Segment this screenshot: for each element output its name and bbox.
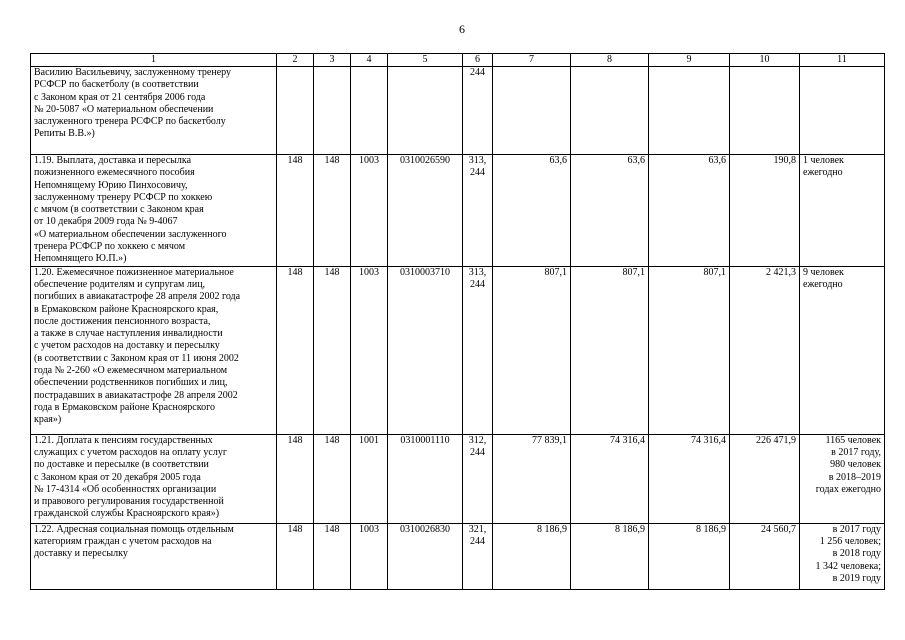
cell-col9 xyxy=(649,67,730,155)
row-description xyxy=(31,266,277,434)
desc-line: Непомнящего Ю.П.») xyxy=(34,253,127,265)
desc-line: в Ермаковском районе Красноярского края, xyxy=(34,303,219,315)
desc-line: года № 2-260 «О ежемесячном материальном xyxy=(34,365,228,377)
note-line: в 2018 году xyxy=(832,548,881,560)
cell-col6: 313, 244 xyxy=(463,155,493,267)
desc-line: после достижения пенсионного возраста, xyxy=(34,315,211,327)
cell-col5: 0310026590 xyxy=(388,155,463,267)
desc-line: РСФСР по баскетболу (в соответствии xyxy=(34,79,199,91)
table-row xyxy=(31,434,885,523)
desc-line: 1.20. Ежемесячное пожизненное материальное xyxy=(34,266,234,278)
cell-col4: 1003 xyxy=(351,523,388,589)
note-line: ежегодно xyxy=(803,278,843,290)
cell-col11 xyxy=(800,523,885,589)
note-line: 980 человек xyxy=(830,459,881,471)
cell-col4: 1001 xyxy=(351,434,388,523)
note-line: 1165 человек xyxy=(825,434,881,446)
desc-line: служащих с учетом расходов на оплату услуг xyxy=(34,446,227,458)
cell-col5: 0310026830 xyxy=(388,523,463,589)
header-cell: 8 xyxy=(571,54,649,67)
cell-col3: 148 xyxy=(314,523,351,589)
cell-col11 xyxy=(800,434,885,523)
cell-col8: 8 186,9 xyxy=(571,523,649,589)
note-line: 1 человек xyxy=(803,155,844,166)
desc-line: пострадавших в авиакатастрофе 28 апреля 2002 xyxy=(34,389,238,401)
cell-col2 xyxy=(277,67,314,155)
table-header xyxy=(31,54,885,67)
header-cell: 3 xyxy=(314,54,351,67)
cell-col7: 8 186,9 xyxy=(493,523,571,589)
cell-col3: 148 xyxy=(314,434,351,523)
cell-col4 xyxy=(351,67,388,155)
desc-line: Непомнящему Юрию Пинхосовичу, xyxy=(34,179,188,191)
cell-col9: 807,1 xyxy=(649,266,730,434)
page-number: 6 xyxy=(459,22,465,36)
desc-line: года в Ермаковском районе Красноярского xyxy=(34,401,215,413)
cell-col10: 2 421,3 xyxy=(730,266,800,434)
desc-line: 1.19. Выплата, доставка и пересылка xyxy=(34,155,192,166)
cell-col3: 148 xyxy=(314,155,351,267)
header-cell: 5 xyxy=(388,54,463,67)
header-cell: 6 xyxy=(463,54,493,67)
cell-col7: 77 839,1 xyxy=(493,434,571,523)
cell-col6: 313, 244 xyxy=(463,266,493,434)
cell-col8: 63,6 xyxy=(571,155,649,267)
desc-line: и правового регулирования государственной xyxy=(34,496,224,508)
cell-col10: 190,8 xyxy=(730,155,800,267)
cell-col6: 312, 244 xyxy=(463,434,493,523)
cell-col2: 148 xyxy=(277,155,314,267)
cell-col7: 63,6 xyxy=(493,155,571,267)
cell-col7 xyxy=(493,67,571,155)
header-cell: 10 xyxy=(730,54,800,67)
cell-col2: 148 xyxy=(277,266,314,434)
cell-col4: 1003 xyxy=(351,266,388,434)
note-line: годах ежегодно xyxy=(815,483,881,495)
cell-col10 xyxy=(730,67,800,155)
table-row xyxy=(31,67,885,155)
desc-line: Репиты В.В.») xyxy=(34,128,95,140)
desc-line: заслуженному тренеру РСФСР по хоккею xyxy=(34,191,213,203)
note-line: 1 342 человека; xyxy=(815,560,881,572)
desc-line: с Законом края от 20 декабря 2005 года xyxy=(34,471,201,483)
desc-line: с Законом края от 21 сентября 2006 года xyxy=(34,91,206,103)
note-line: в 2017 году xyxy=(832,523,881,535)
desc-line: обеспечении родственников погибших и лиц, xyxy=(34,377,228,389)
note-line: в 2018–2019 xyxy=(828,471,881,483)
desc-line: обеспечение родителям и супругам лиц, xyxy=(34,278,206,290)
row-description xyxy=(31,67,277,155)
note-line: в 2017 году, xyxy=(831,446,881,458)
desc-line: 1.22. Адресная социальная помощь отдельным xyxy=(34,523,234,535)
desc-line: Василию Васильевичу, заслуженному тренеру xyxy=(34,67,232,78)
cell-col8 xyxy=(571,67,649,155)
cell-col9: 74 316,4 xyxy=(649,434,730,523)
desc-line: по доставке и пересылке (в соответствии xyxy=(34,459,209,471)
note-line: 9 человек xyxy=(803,266,844,278)
desc-line: с мячом (в соответствии с Законом края xyxy=(34,204,204,216)
desc-line: № 20-5087 «О материальном обеспечении xyxy=(34,103,214,115)
table-row xyxy=(31,155,885,267)
cell-col3: 148 xyxy=(314,266,351,434)
desc-line: с учетом расходов на доставку и пересылку xyxy=(34,340,220,352)
cell-col8: 807,1 xyxy=(571,266,649,434)
desc-line: гражданской службы Красноярского края») xyxy=(34,508,220,520)
header-row xyxy=(31,54,885,67)
cell-col10: 226 471,9 xyxy=(730,434,800,523)
desc-line: погибших в авиакатастрофе 28 апреля 2002 года xyxy=(34,291,241,303)
desc-line: края») xyxy=(34,414,62,426)
row-description xyxy=(31,155,277,267)
cell-col6: 321, 244 xyxy=(463,523,493,589)
desc-line: доставку и пересылку xyxy=(34,548,128,560)
cell-col9: 8 186,9 xyxy=(649,523,730,589)
cell-col4: 1003 xyxy=(351,155,388,267)
desc-line: пожизненного ежемесячного пособия xyxy=(34,167,195,179)
budget-table xyxy=(30,53,885,590)
header-cell: 9 xyxy=(649,54,730,67)
row-description xyxy=(31,434,277,523)
note-line: в 2019 году xyxy=(832,572,881,584)
cell-col6: 244 xyxy=(463,67,493,155)
table-row xyxy=(31,523,885,589)
desc-line: категориям граждан с учетом расходов на xyxy=(34,535,212,547)
desc-line: от 10 декабря 2009 года № 9-4067 xyxy=(34,216,178,228)
note-line: ежегодно xyxy=(803,167,843,179)
cell-col11 xyxy=(800,266,885,434)
desc-line: (в соответствии с Законом края от 11 июня 2002 xyxy=(34,352,239,364)
cell-col7: 807,1 xyxy=(493,266,571,434)
cell-col3 xyxy=(314,67,351,155)
header-cell: 1 xyxy=(31,54,277,67)
header-cell: 4 xyxy=(351,54,388,67)
cell-col5: 0310003710 xyxy=(388,266,463,434)
cell-col9: 63,6 xyxy=(649,155,730,267)
desc-line: тренера РСФСР по хоккею с мячом xyxy=(34,241,186,253)
table-body xyxy=(31,67,885,590)
cell-col2: 148 xyxy=(277,434,314,523)
note-line: 1 256 человек; xyxy=(819,535,881,547)
cell-col10: 24 560,7 xyxy=(730,523,800,589)
cell-col11 xyxy=(800,155,885,267)
cell-col5: 0310001110 xyxy=(388,434,463,523)
desc-line: заслуженного тренера РСФСР по баскетболу xyxy=(34,116,226,128)
desc-line: № 17-4314 «Об особенностях организации xyxy=(34,483,217,495)
header-cell: 7 xyxy=(493,54,571,67)
header-cell: 2 xyxy=(277,54,314,67)
cell-col11 xyxy=(800,67,885,155)
row-description xyxy=(31,523,277,589)
table-row xyxy=(31,266,885,434)
header-cell: 11 xyxy=(800,54,885,67)
desc-line: 1.21. Доплата к пенсиям государственных xyxy=(34,434,213,446)
cell-col8: 74 316,4 xyxy=(571,434,649,523)
cell-col2: 148 xyxy=(277,523,314,589)
cell-col5 xyxy=(388,67,463,155)
desc-line: а также в случае наступления инвалидности xyxy=(34,328,223,340)
desc-line: «О материальном обеспечении заслуженного xyxy=(34,228,227,240)
